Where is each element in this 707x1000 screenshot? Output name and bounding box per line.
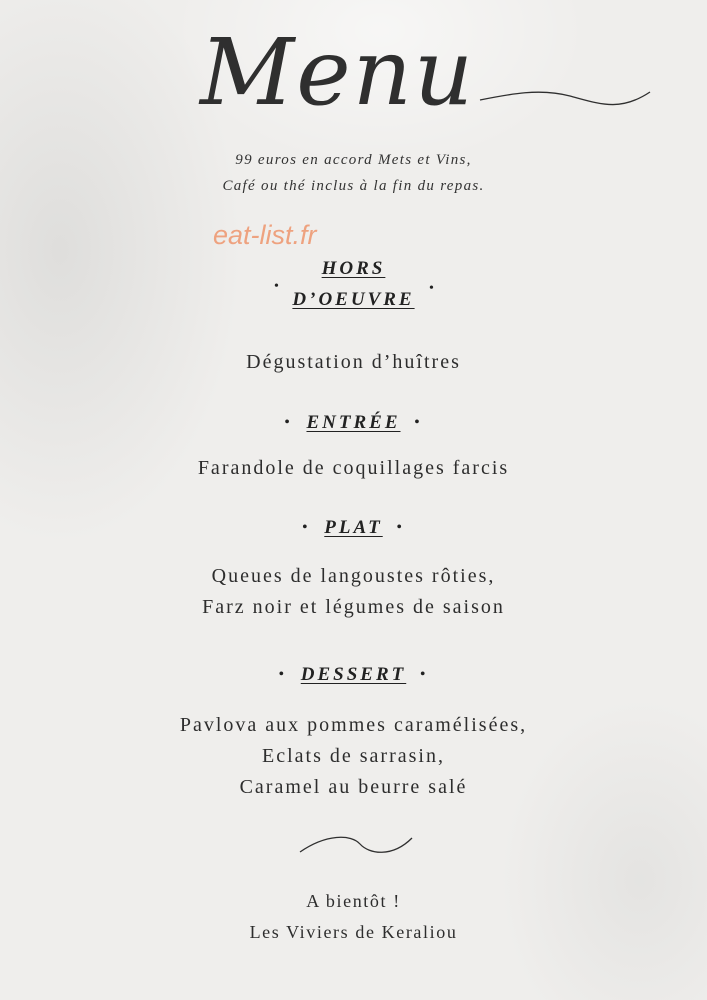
intro-line-1: 99 euros en accord Mets et Vins,: [235, 152, 472, 168]
intro-line-2: Café ou thé inclus à la fin du repas.: [222, 178, 485, 194]
footer-greeting: A bientôt !: [306, 891, 401, 911]
bullet-dot: •: [429, 281, 434, 296]
bullet-dot: •: [396, 520, 405, 535]
title-swash: [480, 92, 650, 105]
section-heading-entree: • ENTRÉE •: [284, 412, 423, 433]
section-heading-hors-doeuvre-line2: D’OEUVRE: [292, 289, 415, 310]
dish-dessert-line-2: Eclats de sarrasin,: [262, 745, 445, 767]
bullet-dot: •: [278, 667, 287, 682]
dish-plat-line-2: Farz noir et légumes de saison: [202, 596, 505, 618]
section-heading-hors-doeuvre-line1: HORS: [321, 258, 386, 279]
dish-dessert-line-3: Caramel au beurre salé: [239, 776, 468, 798]
dish-hors-doeuvre: Dégustation d’huîtres: [246, 351, 461, 373]
section-heading-plat: • PLAT •: [302, 517, 405, 538]
dish-entree: Farandole de coquillages farcis: [197, 457, 510, 479]
flourish-divider: [296, 830, 416, 862]
section-heading-dessert: • DESSERT •: [278, 664, 429, 685]
menu-title: [180, 8, 660, 138]
bullet-dot: •: [420, 667, 429, 682]
footer-restaurant-name: Les Viviers de Keraliou: [249, 922, 458, 942]
bullet-dot: •: [284, 415, 293, 430]
menu-title-text: Menu: [200, 19, 476, 126]
dish-dessert-line-1: Pavlova aux pommes caramélisées,: [179, 714, 528, 736]
bullet-dot: •: [302, 520, 311, 535]
bullet-dot: •: [274, 279, 279, 294]
bullet-dot: •: [414, 415, 423, 430]
watermark: eat-list.fr: [213, 220, 317, 250]
dish-plat-line-1: Queues de langoustes rôties,: [211, 565, 496, 587]
